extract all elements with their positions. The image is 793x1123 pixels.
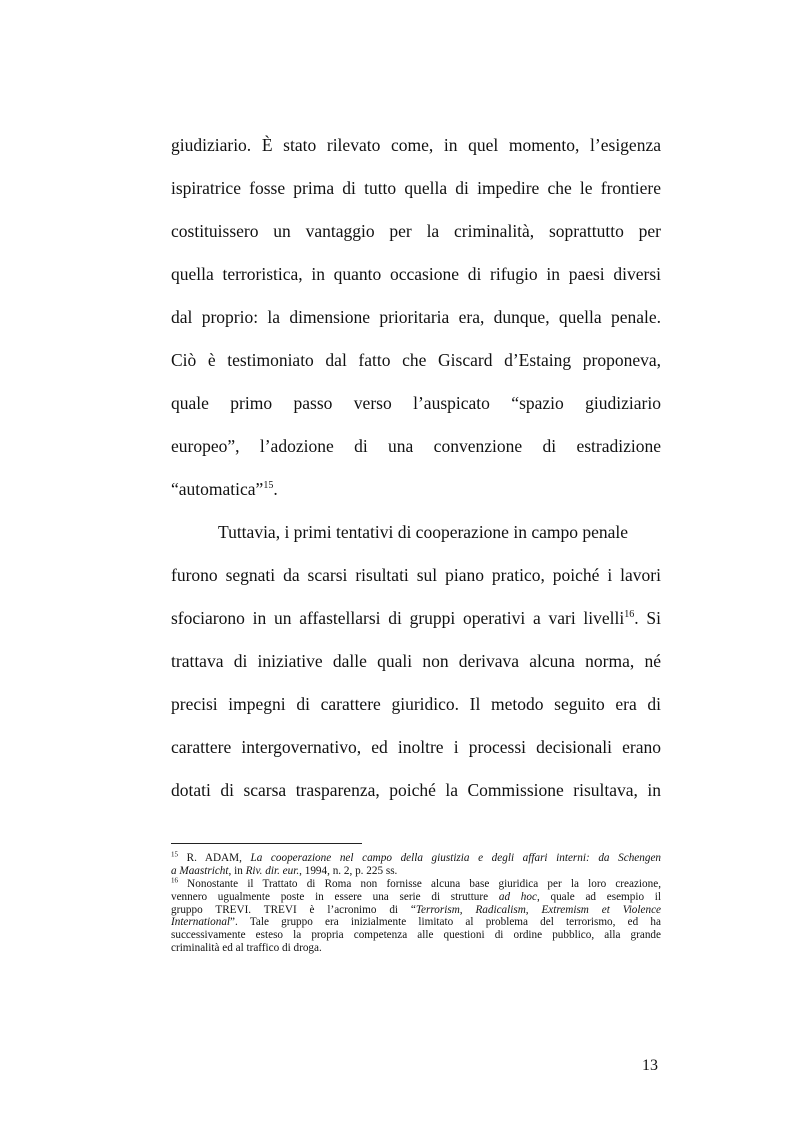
text-line: precisi impegni di carattere giuridico. Il metodo seguito era di bbox=[171, 694, 661, 714]
text-fragment: , quale ad esempio il bbox=[536, 890, 662, 903]
page-number: 13 bbox=[642, 1057, 658, 1074]
text-fragment: “automatica” bbox=[171, 479, 264, 499]
paragraph-1 bbox=[171, 124, 661, 511]
text-fragment-italic: La cooperazione nel campo della giustizia e degli affari interni: da Schengen bbox=[250, 852, 662, 864]
text-line: carattere intergovernativo, ed inoltre i processi decisionali erano bbox=[171, 737, 661, 757]
footnote-line: criminalità ed al traffico di droga. bbox=[171, 942, 322, 955]
text-line: quella terroristica, in quanto occasione di rifugio in paesi diversi bbox=[171, 264, 661, 284]
footnote-16 bbox=[171, 878, 661, 955]
text-line: quale primo passo verso l’auspicato “spazio giudiziario bbox=[171, 393, 661, 413]
text-fragment-italic: Riv. dir. eur. bbox=[245, 864, 300, 877]
text-line: Ciò è testimoniato dal fatto che Giscard d’Estaing proponeva, bbox=[171, 350, 661, 370]
footnote-15 bbox=[171, 852, 661, 878]
footnote-number: 15 bbox=[171, 850, 178, 859]
text-fragment: sfociarono in un affastellarsi di gruppi operativi a vari livelli bbox=[171, 608, 625, 628]
footnotes bbox=[171, 852, 661, 955]
text-line: dal proprio: la dimensione prioritaria era, dunque, quella penale. bbox=[171, 307, 661, 327]
body-text bbox=[171, 124, 661, 812]
footnote-line: successivamente esteso la propria competenza alle questioni di ordine pubblico, alla grande bbox=[171, 929, 661, 942]
text-fragment: , in bbox=[228, 864, 246, 877]
text-line: giudiziario. È stato rilevato come, in quel momento, l’esigenza bbox=[171, 135, 661, 155]
text-fragment: . Si bbox=[634, 608, 661, 628]
text-line: ispiratrice fosse prima di tutto quella di impedire che le frontiere bbox=[171, 178, 661, 198]
footnote-line bbox=[171, 865, 661, 878]
text-fragment: gruppo TREVI. TREVI è l’acronimo di “ bbox=[171, 903, 416, 916]
text-fragment: Nonostante il Trattato di Roma non fornisse alcuna base giuridica per la loro creazione, bbox=[178, 877, 661, 890]
text-fragment: R. ADAM, bbox=[178, 852, 251, 864]
text-fragment: . bbox=[273, 479, 278, 499]
text-line: trattava di iniziative dalle quali non derivava alcuna norma, né bbox=[171, 651, 661, 671]
footnote-line bbox=[171, 852, 661, 865]
text-line: dotati di scarsa trasparenza, poiché la Commissione risultava, in bbox=[171, 780, 661, 800]
footnote-line bbox=[171, 904, 661, 917]
footnote-line bbox=[171, 878, 661, 891]
footnote-number: 16 bbox=[171, 876, 178, 885]
text-fragment: ”. Tale gruppo era inizialmente limitato al problema del terrorismo, ed ha bbox=[230, 916, 661, 929]
text-line: costituissero un vantaggio per la criminalità, soprattutto per bbox=[171, 221, 661, 241]
footnote-line bbox=[171, 891, 661, 904]
text-line-indented: Tuttavia, i primi tentativi di cooperazione in campo penale bbox=[218, 522, 629, 542]
text-fragment: vennero ugualmente poste in essere una serie di strutture bbox=[171, 890, 499, 903]
text-line bbox=[171, 597, 661, 640]
text-fragment: , 1994, n. 2, p. 225 ss. bbox=[299, 864, 398, 877]
paragraph-2 bbox=[171, 511, 661, 812]
footnote-ref-16[interactable]: 16 bbox=[624, 609, 635, 621]
text-fragment-italic: ad hoc bbox=[498, 890, 537, 903]
text-fragment-italic: a Maastricht bbox=[171, 864, 229, 877]
footnote-line bbox=[171, 916, 661, 929]
text-line-last bbox=[171, 468, 661, 511]
text-fragment-italic: Terrorism, Radicalism, Extremism et Violence bbox=[415, 903, 661, 916]
footnote-ref-15[interactable]: 15 bbox=[263, 480, 274, 492]
text-line: furono segnati da scarsi risultati sul piano pratico, poiché i lavori bbox=[171, 565, 661, 585]
footnote-separator bbox=[171, 843, 362, 844]
text-fragment-italic: International bbox=[171, 916, 231, 929]
text-line: europeo”, l’adozione di una convenzione di estradizione bbox=[171, 436, 661, 456]
